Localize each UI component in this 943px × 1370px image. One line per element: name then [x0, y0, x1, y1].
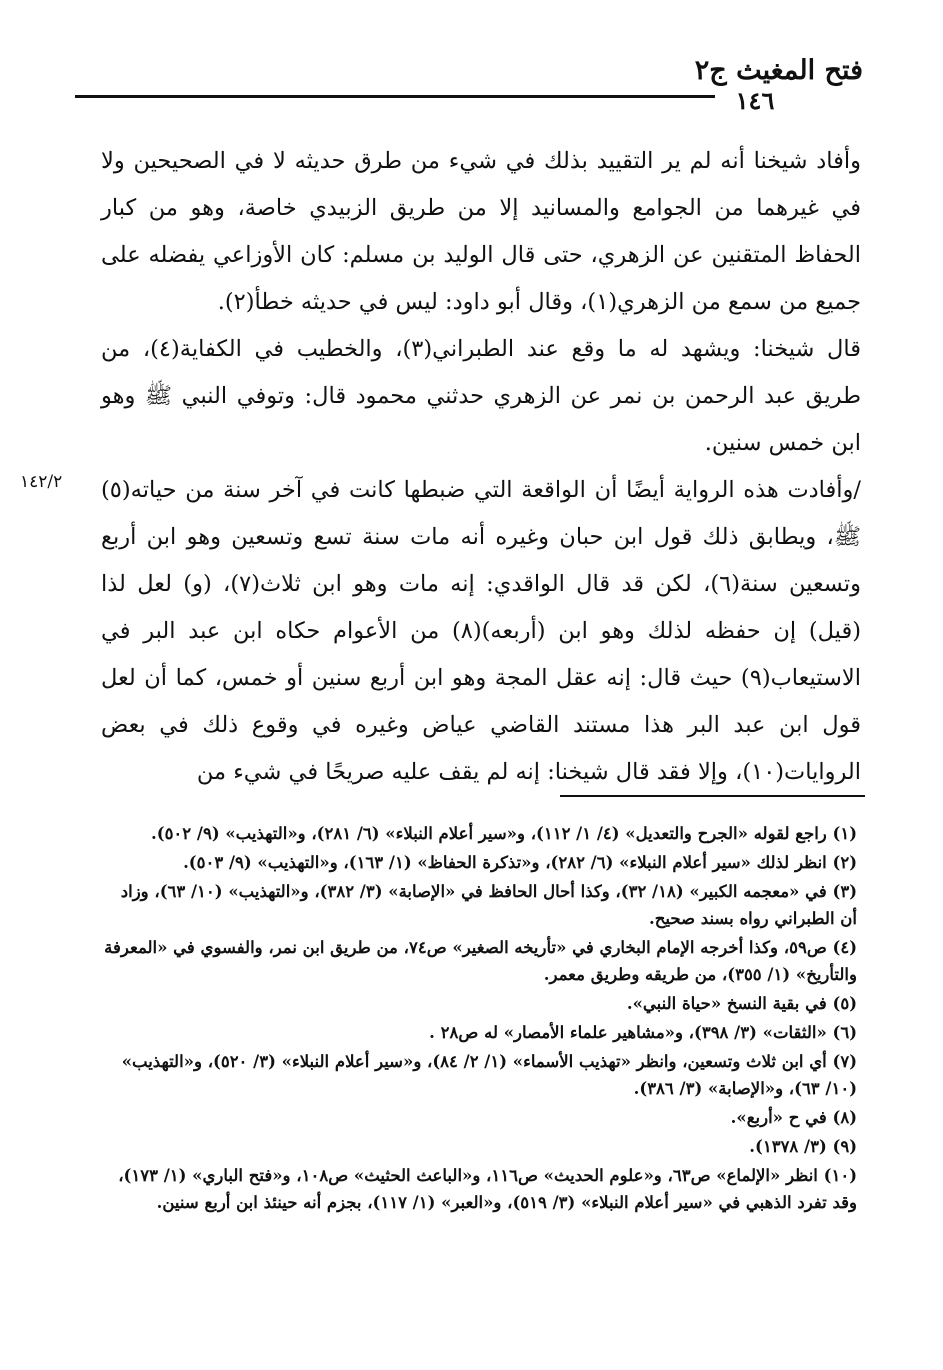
paragraph-2: قال شيخنا: ويشهد له ما وقع عند الطبراني(٣)، والخطيب في الكفاية(٤)، من طريق عبد الرحمن بن نمر عن الزهري حدثني محمود قال: وتوفي النبي ﷺ وهو ابن خمس سنين.	[101, 336, 861, 456]
footnote-3: (٣) في «معجمه الكبير» (١٨/ ٣٢)، وكذا أحال الحافظ في «الإصابة» (٣/ ٣٨٢)، و«التهذيب» (١٠/ ٦٣)، وزاد أن الطبراني رواه بسند صحيح.	[120, 882, 857, 928]
margin-reference-note: ١٤٢/٢	[20, 472, 63, 492]
paragraph-1: وأفاد شيخنا أنه لم ير التقييد بذلك في شيء من طرق حديثه لا في الصحيحين ولا في غيرهما من الجوامع والمسانيد إلا من طريق الزبيدي خاصة، وهو من كبار الحفاظ المتقنين عن الزهري، حتى قال الوليد بن مسلم: كان الأوزاعي يفضله على جميع من سمع من الزهري(١)، وقال أبو داود: ليس في حديثه خطأ(٢).	[101, 148, 861, 315]
footnote-9: (٩) (٣/ ١٣٧٨).	[749, 1137, 857, 1156]
main-text	[101, 138, 861, 796]
footnote-1: (١) راجع لقوله «الجرح والتعديل» (٤/ ١/ ١١٢)، و«سير أعلام النبلاء» (٦/ ٢٨١)، و«التهذيب» (٩/ ٥٠٢).	[151, 824, 857, 843]
footnote-separator	[560, 795, 865, 797]
footnote-7: (٧) أي ابن ثلاث وتسعين، وانظر «تهذيب الأسماء» (١/ ٢/ ٨٤)، و«سير أعلام النبلاء» (٣/ ٥٢٠)، و«التهذيب» (١٠/ ٦٣)، و«الإصابة» (٣/ ٣٨٦).	[121, 1052, 857, 1098]
header-rule	[75, 95, 791, 98]
footnote-10: (١٠) انظر «الإلماع» ص٦٣، و«علوم الحديث» ص١١٦، و«الباعث الحثيث» ص١٠٨، و«فتح الباري» (١/ ١٧٣)، وقد تفرد الذهبي في «سير أعلام النبلاء» (٣/ ٥١٩)، و«العبر» (١/ ١١٧)، بجزم أنه حينئذ ابن أربع سنين.	[118, 1166, 857, 1212]
paragraph-3: /وأفادت هذه الرواية أيضًا أن الواقعة التي ضبطها كانت في آخر سنة من حياته(٥) ﷺ، ويطابق ذلك قول ابن حبان وغيره أنه مات سنة تسع وتسعين وهو ابن أربع وتسعين سنة(٦)، لكن قد قال الواقدي: إنه مات وهو ابن ثلاث(٧)، (و) لعل لذا (قيل) إن حفظه لذلك وهو ابن (أربعه)(٨) من الأعوام حكاه ابن عبد البر في الاستيعاب(٩) حيث قال: إنه عقل المجة وهو ابن أربع سنين أو خمس، كما أن لعل قول ابن عبد البر هذا مستند القاضي عياض وغيره في وقوع ذلك في بعض الروايات(١٠)، وإلا فقد قال شيخنا: إنه لم يقف عليه صريحًا في شيء من	[101, 477, 862, 785]
footnote-2: (٢) انظر لذلك «سير أعلام النبلاء» (٦/ ٢٨٢)، و«تذكرة الحفاظ» (١/ ١٦٣)، و«التهذيب» (٩/ ٥٠٣).	[183, 853, 857, 872]
page-number: ١٤٦	[715, 86, 795, 115]
footnote-4: (٤) ص٥٩، وكذا أخرجه الإمام البخاري في «تأريخه الصغير» ص٧٤، من طريق ابن نمر، والفسوي في «المعرفة والتأريخ» (١/ ٣٥٥)، من طريقه وطريق معمر.	[104, 938, 857, 984]
footnotes	[101, 820, 857, 1218]
footnote-8: (٨) في ح «أربع».	[730, 1108, 857, 1127]
running-header-title: فتح المغيث ج٢	[694, 55, 863, 86]
footnote-6: (٦) «الثقات» (٣/ ٣٩٨)، و«مشاهير علماء الأمصار» له ص٢٨ .	[429, 1023, 857, 1042]
footnote-5: (٥) في بقية النسخ «حياة النبي».	[626, 994, 857, 1013]
